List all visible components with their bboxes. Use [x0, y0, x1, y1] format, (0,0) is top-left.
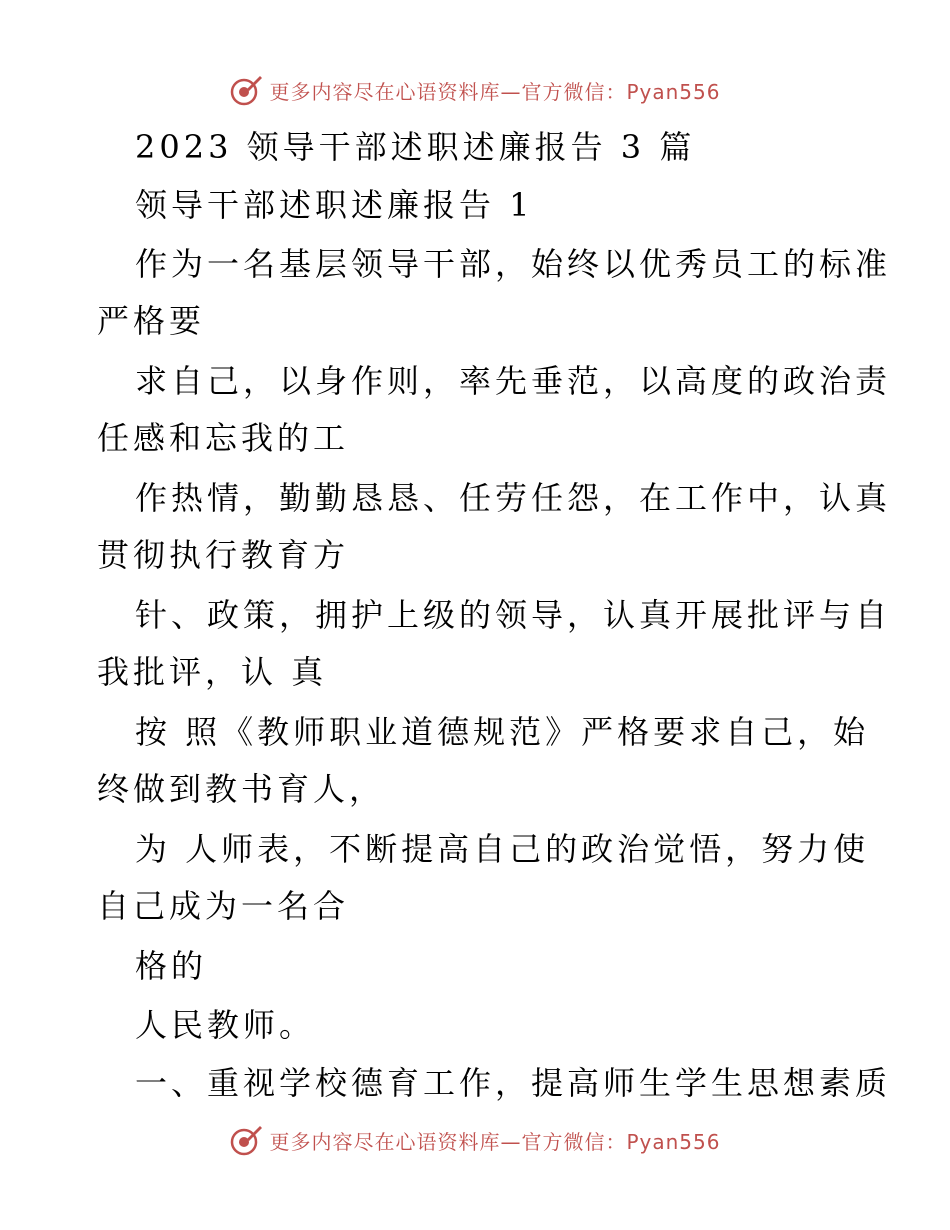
paragraph-line: 格的: [135, 947, 208, 985]
paragraph-line: 终做到教书育人，: [97, 770, 386, 808]
paragraph-line: 为 人师表，不断提高自己的政治觉悟，努力使: [135, 830, 870, 868]
banner-text: [269, 1126, 720, 1155]
section-heading: 领导干部述职述廉报告 1: [135, 186, 534, 224]
paragraph-line: 任感和忘我的工: [97, 419, 350, 457]
banner-wechat: 官方微信：Pyan556: [521, 1129, 721, 1154]
paragraph-line: 针、政策，拥护上级的领导，认真开展批评与自: [135, 596, 892, 634]
paragraph-line: 我批评，认 真: [97, 653, 328, 691]
quill-logo-icon: [229, 1123, 263, 1157]
paragraph-line: 作热情，勤勤恳恳、任劳任怨，在工作中，认真: [135, 479, 892, 517]
banner-separator: —: [500, 1129, 522, 1154]
header-banner: [0, 70, 950, 110]
paragraph-line: 自己成为一名合: [97, 887, 350, 925]
paragraph-line: 按 照《教师职业道德规范》严格要求自己，始: [135, 713, 870, 751]
paragraph-line: 人民教师。: [135, 1006, 316, 1044]
quill-logo-icon: [229, 73, 263, 107]
paragraph-line: 作为一名基层领导干部，始终以优秀员工的标准: [135, 245, 892, 283]
banner-text: [269, 76, 720, 105]
subsection-heading: 一、重视学校德育工作，提高师生学生思想素质: [135, 1064, 892, 1102]
document-title: 2023 领导干部述职述廉报告 3 篇: [135, 128, 696, 166]
banner-separator: —: [500, 79, 522, 104]
paragraph-line: 求自己，以身作则，率先垂范，以高度的政治责: [135, 362, 892, 400]
footer-banner: [0, 1120, 950, 1160]
banner-wechat: 官方微信：Pyan556: [521, 79, 721, 104]
paragraph-line: 贯彻执行教育方: [97, 536, 350, 574]
banner-site-name: 更多内容尽在心语资料库: [269, 79, 501, 104]
banner-site-name: 更多内容尽在心语资料库: [269, 1129, 501, 1154]
paragraph-line: 严格要: [97, 302, 206, 340]
